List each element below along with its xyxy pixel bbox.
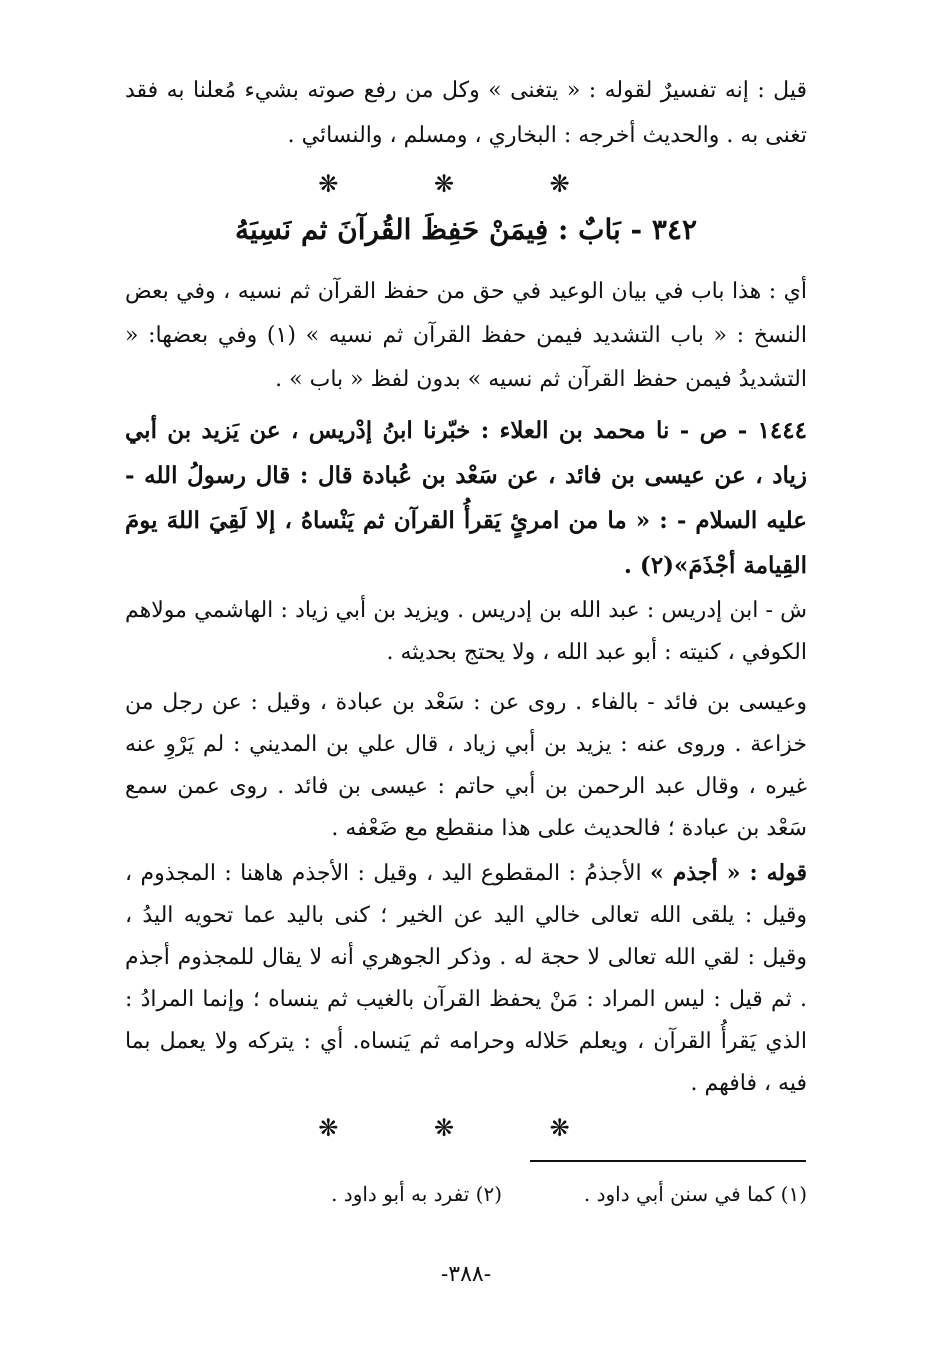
separator-bottom: ❋ ❋ ❋ xyxy=(318,1114,614,1142)
commentary-isa-bin-faid: وعيسى بن فائد - بالفاء . روى عن : سَعْد بن عبادة ، وقيل : عن رجل من خزاعة . وروى عنه : يزيد بن أبي زياد ، قال علي بن المديني : لم يَرْوِ عنه غيره ، وقال عبد الرحمن بن أبي حاتم : عيسى بن فائد . روى عمن سمع سَعْد بن عبادة ؛ فالحديث على هذا منقطع مع ضَعْفه . xyxy=(125,690,807,841)
commentary-ajdham-body: الأجذمُ : المقطوع اليد ، وقيل : الأجذم هاهنا : المجذوم ، وقيل : يلقى الله تعالى خالي اليد عن الخير ؛ كنى باليد عما تحويه اليدُ ، وقيل : لقي الله تعالى لا حجة له . وذكر الجوهري أنه لا يقال للمجذوم أجذم . ثم قيل : ليس المراد : مَنْ يحفظ القرآن بالغيب ثم ينساه ؛ وإنما المرادُ : الذي يَقرأُ القرآن ، ويعلم حَلاله وحرامه ثم يَنساه. أي : يتركه ولا يعمل بما فيه ، فافهم . xyxy=(125,861,807,1096)
page-number: -٣٨٨- xyxy=(440,1262,492,1287)
footnote-2: (٢) تفرد به أبو داود . xyxy=(331,1182,502,1206)
hadith-text: ١٤٤٤ - ص - نا محمد بن العلاء : خبّرنا ابنُ إدْريس ، عن يَزيد بن أبي زياد ، عن عيسى بن فائد ، عن سَعْد بن عُبادة قال : قال رسولُ الله - عليه السلام - : « ما من امرئٍ يَقرأُ القرآن ثم يَنْساهُ ، إلا لَقِيَ اللهَ يومَ القِيامة أجْذَمَ»(٢) . xyxy=(125,417,807,579)
footnote-rule xyxy=(530,1160,806,1162)
chapter-explanation: أي : هذا باب في بيان الوعيد في حق من حفظ القرآن ثم نسيه ، وفي بعض النسخ : « باب التشديد فيمن حفظ القرآن ثم نسيه » (١) وفي بعضها: « التشديدُ فيمن حفظ القرآن ثم نسيه » بدون لفظ « باب » . xyxy=(125,279,807,392)
commentary-ajdham xyxy=(125,852,807,1105)
commentary-narrators: ش - ابن إدريس : عبد الله بن إدريس . ويزيد بن أبي زياد : الهاشمي مولاهم الكوفي ، كنيته : أبو عبد الله ، ولا يحتج بحديثه . xyxy=(125,598,807,665)
commentary-ajdham-lead: قوله : « أجذم » xyxy=(650,860,807,886)
separator-top: ❋ ❋ ❋ xyxy=(318,170,614,198)
chapter-heading: ٣٤٢ - بَابٌ : فِيمَنْ حَفِظَ القُرآنَ ثم نَسِيَهُ xyxy=(234,213,698,246)
intro-paragraph: قيل : إنه تفسيرٌ لقوله : « يتغنى » وكل من رفع صوته بشيء مُعلنا به فقد تغنى به . والحديث أخرجه : البخاري ، ومسلم ، والنسائي . xyxy=(125,78,807,148)
footnote-1: (١) كما في سنن أبي داود . xyxy=(583,1182,807,1206)
